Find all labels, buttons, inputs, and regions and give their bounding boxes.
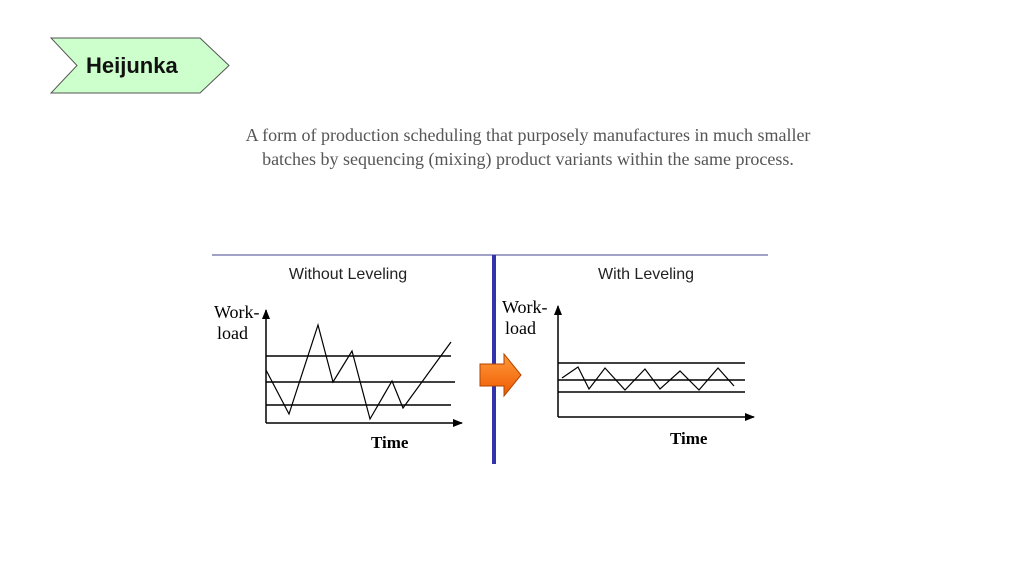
right-y-label-line-1: Work- [502,297,548,317]
description-line-2: batches by sequencing (mixing) product variants within the same process. [262,149,794,169]
panel-without-leveling [214,266,462,452]
right-x-label: Time [670,429,708,448]
left-x-label: Time [371,433,409,452]
left-y-label-line-1: Work- [214,302,260,322]
right-panel-heading: With Leveling [597,266,695,283]
slide-title: Heijunka [86,53,178,78]
transition-arrow-icon [480,354,521,396]
panel-with-leveling [502,266,754,448]
left-panel-heading: Without Leveling [288,266,408,283]
left-y-label-line-2: load [217,323,248,343]
right-y-label-line-2: load [505,318,536,338]
description-line-1: A form of production scheduling that purposely manufactures in much smaller [245,125,811,145]
right-workload-trace [562,367,734,390]
